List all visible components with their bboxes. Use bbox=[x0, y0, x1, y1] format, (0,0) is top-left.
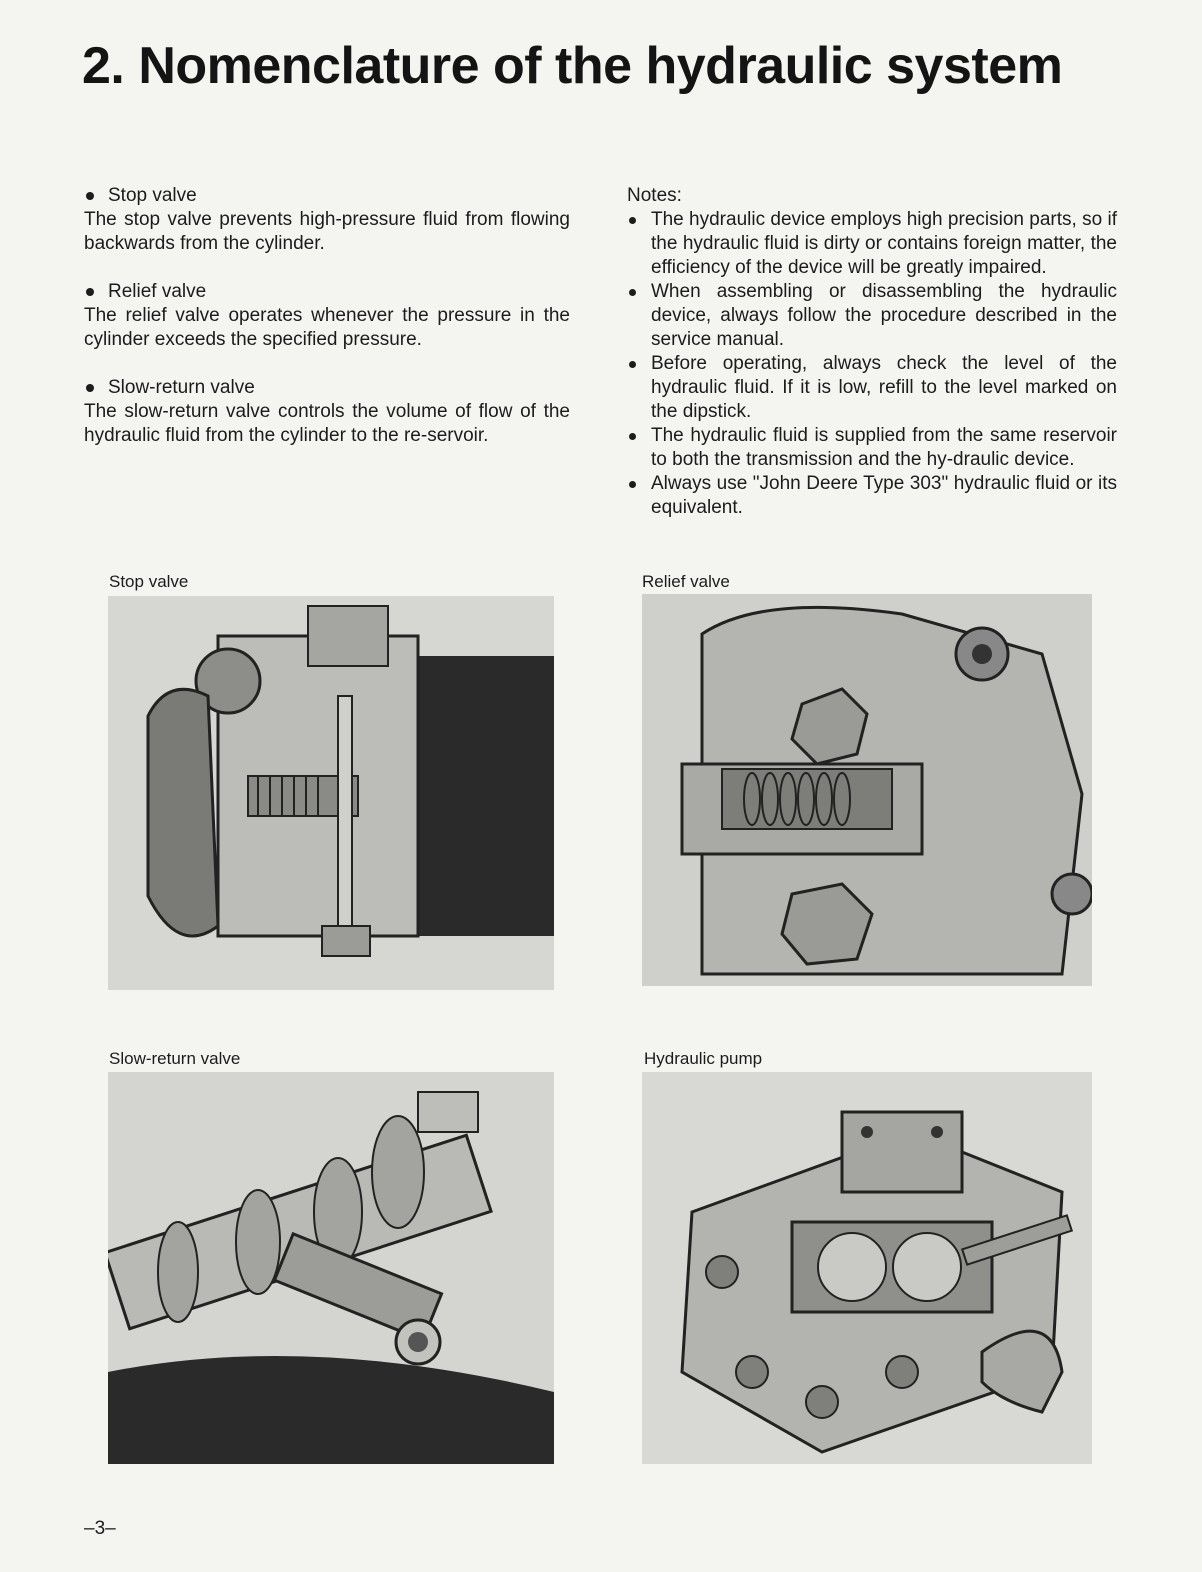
stop-valve-heading: Stop valve bbox=[108, 185, 197, 206]
bullet-icon bbox=[86, 192, 94, 200]
valve-descriptions bbox=[84, 184, 570, 472]
slow-return-valve-caption: Slow-return valve bbox=[109, 1049, 241, 1068]
notes-list bbox=[627, 208, 1117, 520]
note-item: When assembling or disassembling the hydraulic device, always follow the procedure described in the service manual. bbox=[627, 280, 1117, 352]
note-item: Always use "John Deere Type 303" hydraulic fluid or its equivalent. bbox=[627, 472, 1117, 520]
notes-label: Notes: bbox=[627, 185, 682, 206]
stop-valve-description: The stop valve prevents high-pressure fluid from flowing backwards from the cylinder. bbox=[84, 209, 570, 254]
section-heading-relief-valve bbox=[84, 280, 570, 304]
note-item: The hydraulic device employs high precision parts, so if the hydraulic fluid is dirty or contains foreign matter, the efficiency of the device will be greatly impaired. bbox=[627, 208, 1117, 280]
page-title: 2. Nomenclature of the hydraulic system bbox=[82, 37, 1063, 95]
slow-return-valve-heading: Slow-return valve bbox=[108, 377, 255, 398]
page-number: –3– bbox=[84, 1518, 116, 1539]
section-heading-stop-valve bbox=[84, 184, 570, 208]
note-item: Before operating, always check the level of the hydraulic fluid. If it is low, refill to the level marked on the dipstick. bbox=[627, 352, 1117, 424]
bullet-icon bbox=[86, 384, 94, 392]
note-item: The hydraulic fluid is supplied from the same reservoir to both the transmission and the hy-draulic device. bbox=[627, 424, 1117, 472]
stop-valve-caption: Stop valve bbox=[109, 572, 189, 591]
relief-valve-caption: Relief valve bbox=[642, 572, 730, 591]
relief-valve-description: The relief valve operates whenever the pressure in the cylinder exceeds the specified pressure. bbox=[84, 305, 570, 350]
slow-return-valve-illustration bbox=[108, 1072, 554, 1464]
relief-valve-illustration bbox=[642, 594, 1092, 986]
relief-valve-heading: Relief valve bbox=[108, 281, 207, 302]
bullet-icon bbox=[86, 288, 94, 296]
hydraulic-pump-caption: Hydraulic pump bbox=[644, 1049, 763, 1068]
stop-valve-illustration bbox=[108, 596, 554, 990]
hydraulic-pump-illustration bbox=[642, 1072, 1092, 1464]
notes-block bbox=[627, 184, 1117, 520]
section-heading-slow-return-valve bbox=[84, 376, 570, 400]
slow-return-valve-description: The slow-return valve controls the volume of flow of the hydraulic fluid from the cylinder to the re-servoir. bbox=[84, 401, 570, 446]
